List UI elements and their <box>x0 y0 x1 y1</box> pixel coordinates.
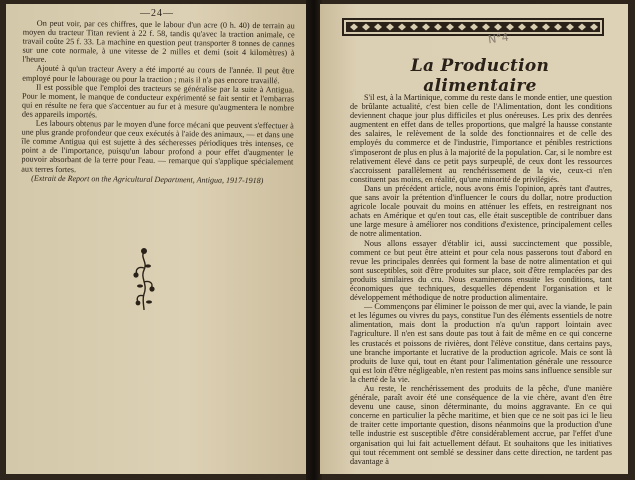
citation: (Extrait de Report on the Agricultural Department, Antigua, 1917-1918) <box>31 173 264 185</box>
archive-stamp: N°4 <box>487 30 510 47</box>
article-title: La Production alimentaire <box>410 56 550 96</box>
left-page-text <box>21 19 295 186</box>
page-number: —24— <box>140 8 174 19</box>
decorative-banner-icon <box>342 18 604 36</box>
right-page-text <box>350 93 612 466</box>
paragraph: Nous allons essayer d'établir ici, aussi succinctement que possible, comment ce but peut être atteint et pour cela nous passerons tout d'abord en revue les principales denrées qui forment la base de notre alimentation et qui sont susceptibles, soit d'être produites sur place, soit d'être remplacées par des produits similaires du cru. Nous examinerons ensuite les conditions, tant économiques que techniques, desquelles dépendent l'organisation et le développement méthodique de notre production alimentaire. <box>350 238 612 303</box>
paragraph: Dans un précédent article, nous avons émis l'opinion, après tant d'autres, que sans avoir la prétention d'influencer le cours du dollar, notre production agricole locale pouvait du moins en atténuer les effets, en restreignant nos achats en Amérique et qu'en tout cas, elle était susceptible de contribuer dans une large mesure à améliorer nos conditions d'existence, principalement celles de notre alimentation. <box>350 183 612 239</box>
left-page <box>6 4 308 474</box>
right-page <box>320 4 628 474</box>
paragraph: Il est possible que l'emploi des tracteurs se généralise par la suite à Antigua. Pour le moment, le manque de conducteur expérimenté se fait sentir et l'embarras qui en résulte ne fera que s'accentuer au fur et à mesure qu'augmentera le nombre des appareils importés. <box>21 82 295 120</box>
paragraph: — Commençons par éliminer le poisson de mer qui, avec la viande, le pain et les légumes ou vivres du pays, constitue l'un des éléments essentiels de notre alimentation, mais dont la production n'a qu'un rapport lointain avec l'agriculture. Il n'en est sans doute pas tout à fait de même en ce qui concerne les crustacés et poissons de rivières, dont l'élève constitue, dans certains pays, une branche importante et lucrative de la production agricole. Mais ce sont là produits de luxe qui, tout en étant pour l'alimentation générale une ressource qui est loin d'être négligeable, n'en restent pas moins sans influence sensible sur la cherté de la vie. <box>350 302 612 384</box>
paragraph: Au reste, le renchérissement des produits de la pêche, d'une manière générale, paraît avoir été une conséquence de la vie chère, avant d'en être devenu une cause, sinon déterminante, du moins aggravante. En ce qui concerne en particulier la pêche maritime, et bien que ce ne soit pas ici le lieu de traiter cette importante question, disons néanmoins que la production d'une telle industrie est susceptible d'être considérablement accrue, par l'effet d'une organisation qui lui fait actuellement défaut. Et souhaitons que les initiatives qui tout récemment ont semblé se dessiner dans cette direction, ne tardent pas davantage à <box>350 384 612 466</box>
paragraph: Les labours obtenus par le moyen d'une force mécani que peuvent s'effectuer à une plus grande profondeur que ceux exécutés à l'aide des animaux, — et dans une île comme Antigua qui est sujette à des sécheresses périodiques très intenses, ce point a de l'importance, puisqu'un labour profond a pour effet d'augmenter le pouvoir absorbant de la terre pour l'eau. — remarque qui s'applique spécialement aux terres fortes. <box>21 118 294 174</box>
paragraph: Ajouté à qu'un tracteur Avery a été importé au cours de l'année. Il peut être employé pour le labourage ou pour la traction ; mais il n'a pas encore travaillé. <box>22 64 295 85</box>
paragraph: On peut voir, par ces chiffres, que le labour d'un acre (0 h. 40) de terrain au moyen du tracteur Titan revient à 22 f. 58, tandis qu'avec la traction animale, ce travail coûte 25 f. 33. La machine en question peut transporter 8 tonnes de cannes sur une cote normale, à une vitesse de 2 milles et demi (soit 4 kilomètres) à l'heure. <box>22 18 295 65</box>
paragraph: S'il est, à la Martinique, comme du reste dans le monde entier, une question de brûlante actualité, c'est bien celle de l'Alimentation, dont les conditions deviennent chaque jour plus difficiles et plus onéreuses. Les prix des denrées augmentent en effet dans de telles proportions, que malgré la hausse constante des salaires, le relèvement de la solde des fonctionnaires et de celle des employés du commerce et de l'industrie, l'importance et pénibles restrictions s'imposeront de plus en plus à la majorité de la population. Car, si le nombre est relativement élevé dans ce petit pays surpeuplé, de ceux dont les ressources s'accroissent parallèlement au renchérissement de la vie, ceux-ci n'en constituent pas moins, en réalité, qu'une minorité de privilégiés. <box>350 93 612 184</box>
floral-ornament-icon <box>130 246 158 312</box>
